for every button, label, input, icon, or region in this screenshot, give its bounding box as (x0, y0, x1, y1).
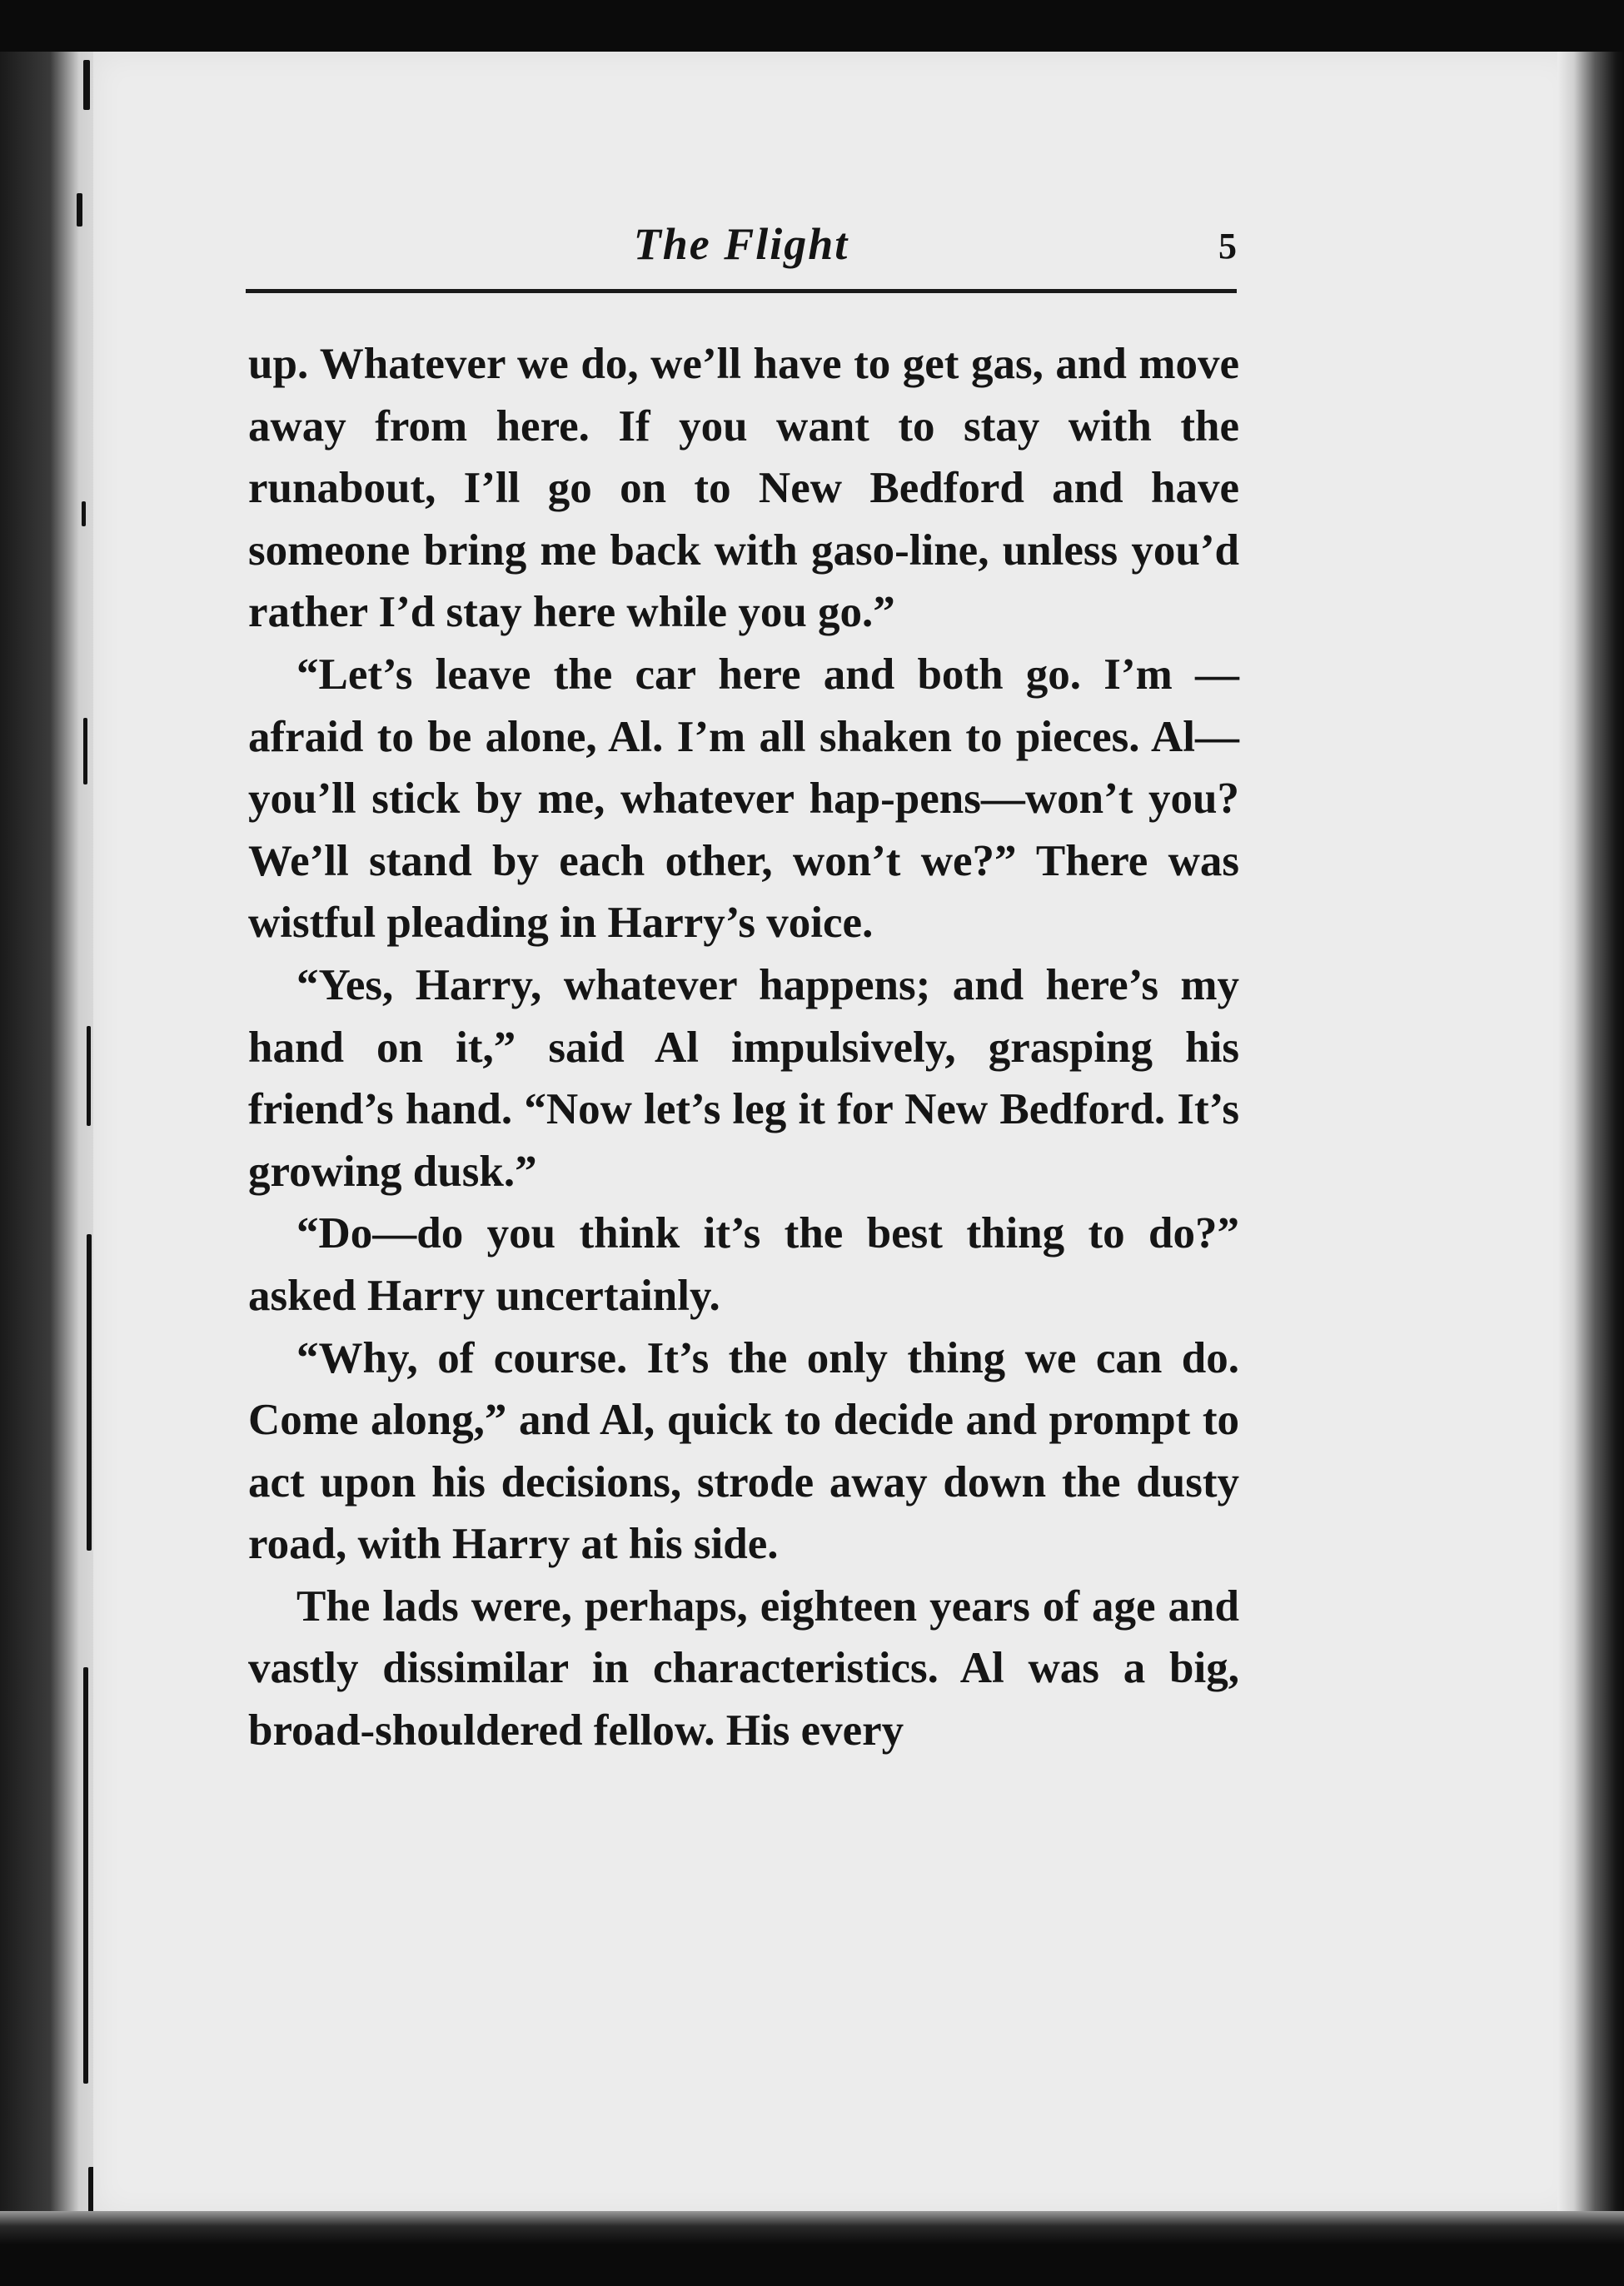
paragraph: “Yes, Harry, whatever happens; and here’s my hand on it,” said Al impulsively, grasping his friend’s hand. “Now let’s leg it for New Bedford. It’s growing dusk.” (248, 960, 1239, 1196)
page-bottom-edge (0, 2211, 1624, 2286)
paragraph: The lads were, perhaps, eighteen years of age and vastly dissimilar in characteristics. Al was a big, broad-shouldered fellow. His every (248, 1581, 1239, 1756)
paragraph: “Do—do you think it’s the best thing to do?” asked Harry uncertainly. (248, 1209, 1239, 1320)
paragraph: up. Whatever we do, we’ll have to get gas, and move away from here. If you want to stay with the runabout, I’ll go on to New Bedford and have someone bring me back with gaso-line, unless you’d rather I’d stay here while you go.” (248, 340, 1239, 637)
gutter-mark (83, 1667, 88, 2084)
body-text (248, 333, 1239, 1762)
page-number: 5 (1218, 226, 1237, 266)
running-head (246, 218, 1237, 293)
running-head-title: The Flight (633, 219, 849, 269)
paragraph: “Let’s leave the car here and both go. I’m —afraid to be alone, Al. I’m all shaken to pieces. Al—you’ll stick by me, whatever hap-pens—won’t you? We’ll stand by each other, won’t we?” There was wistful pleading in Harry’s voice. (248, 650, 1239, 948)
header-rule (246, 289, 1237, 293)
page-right-edge (1557, 52, 1624, 2217)
gutter-mark (83, 718, 87, 784)
paragraph: “Why, of course. It’s the only thing we can do. Come along,” and Al, quick to decide and prompt to act upon his decisions, strode away down the dusty road, with Harry at his side. (248, 1333, 1239, 1569)
gutter-mark (83, 60, 90, 110)
gutter-mark (87, 1026, 91, 1126)
gutter-mark (87, 1234, 92, 1551)
gutter-mark (77, 193, 82, 227)
gutter-mark (82, 501, 86, 526)
